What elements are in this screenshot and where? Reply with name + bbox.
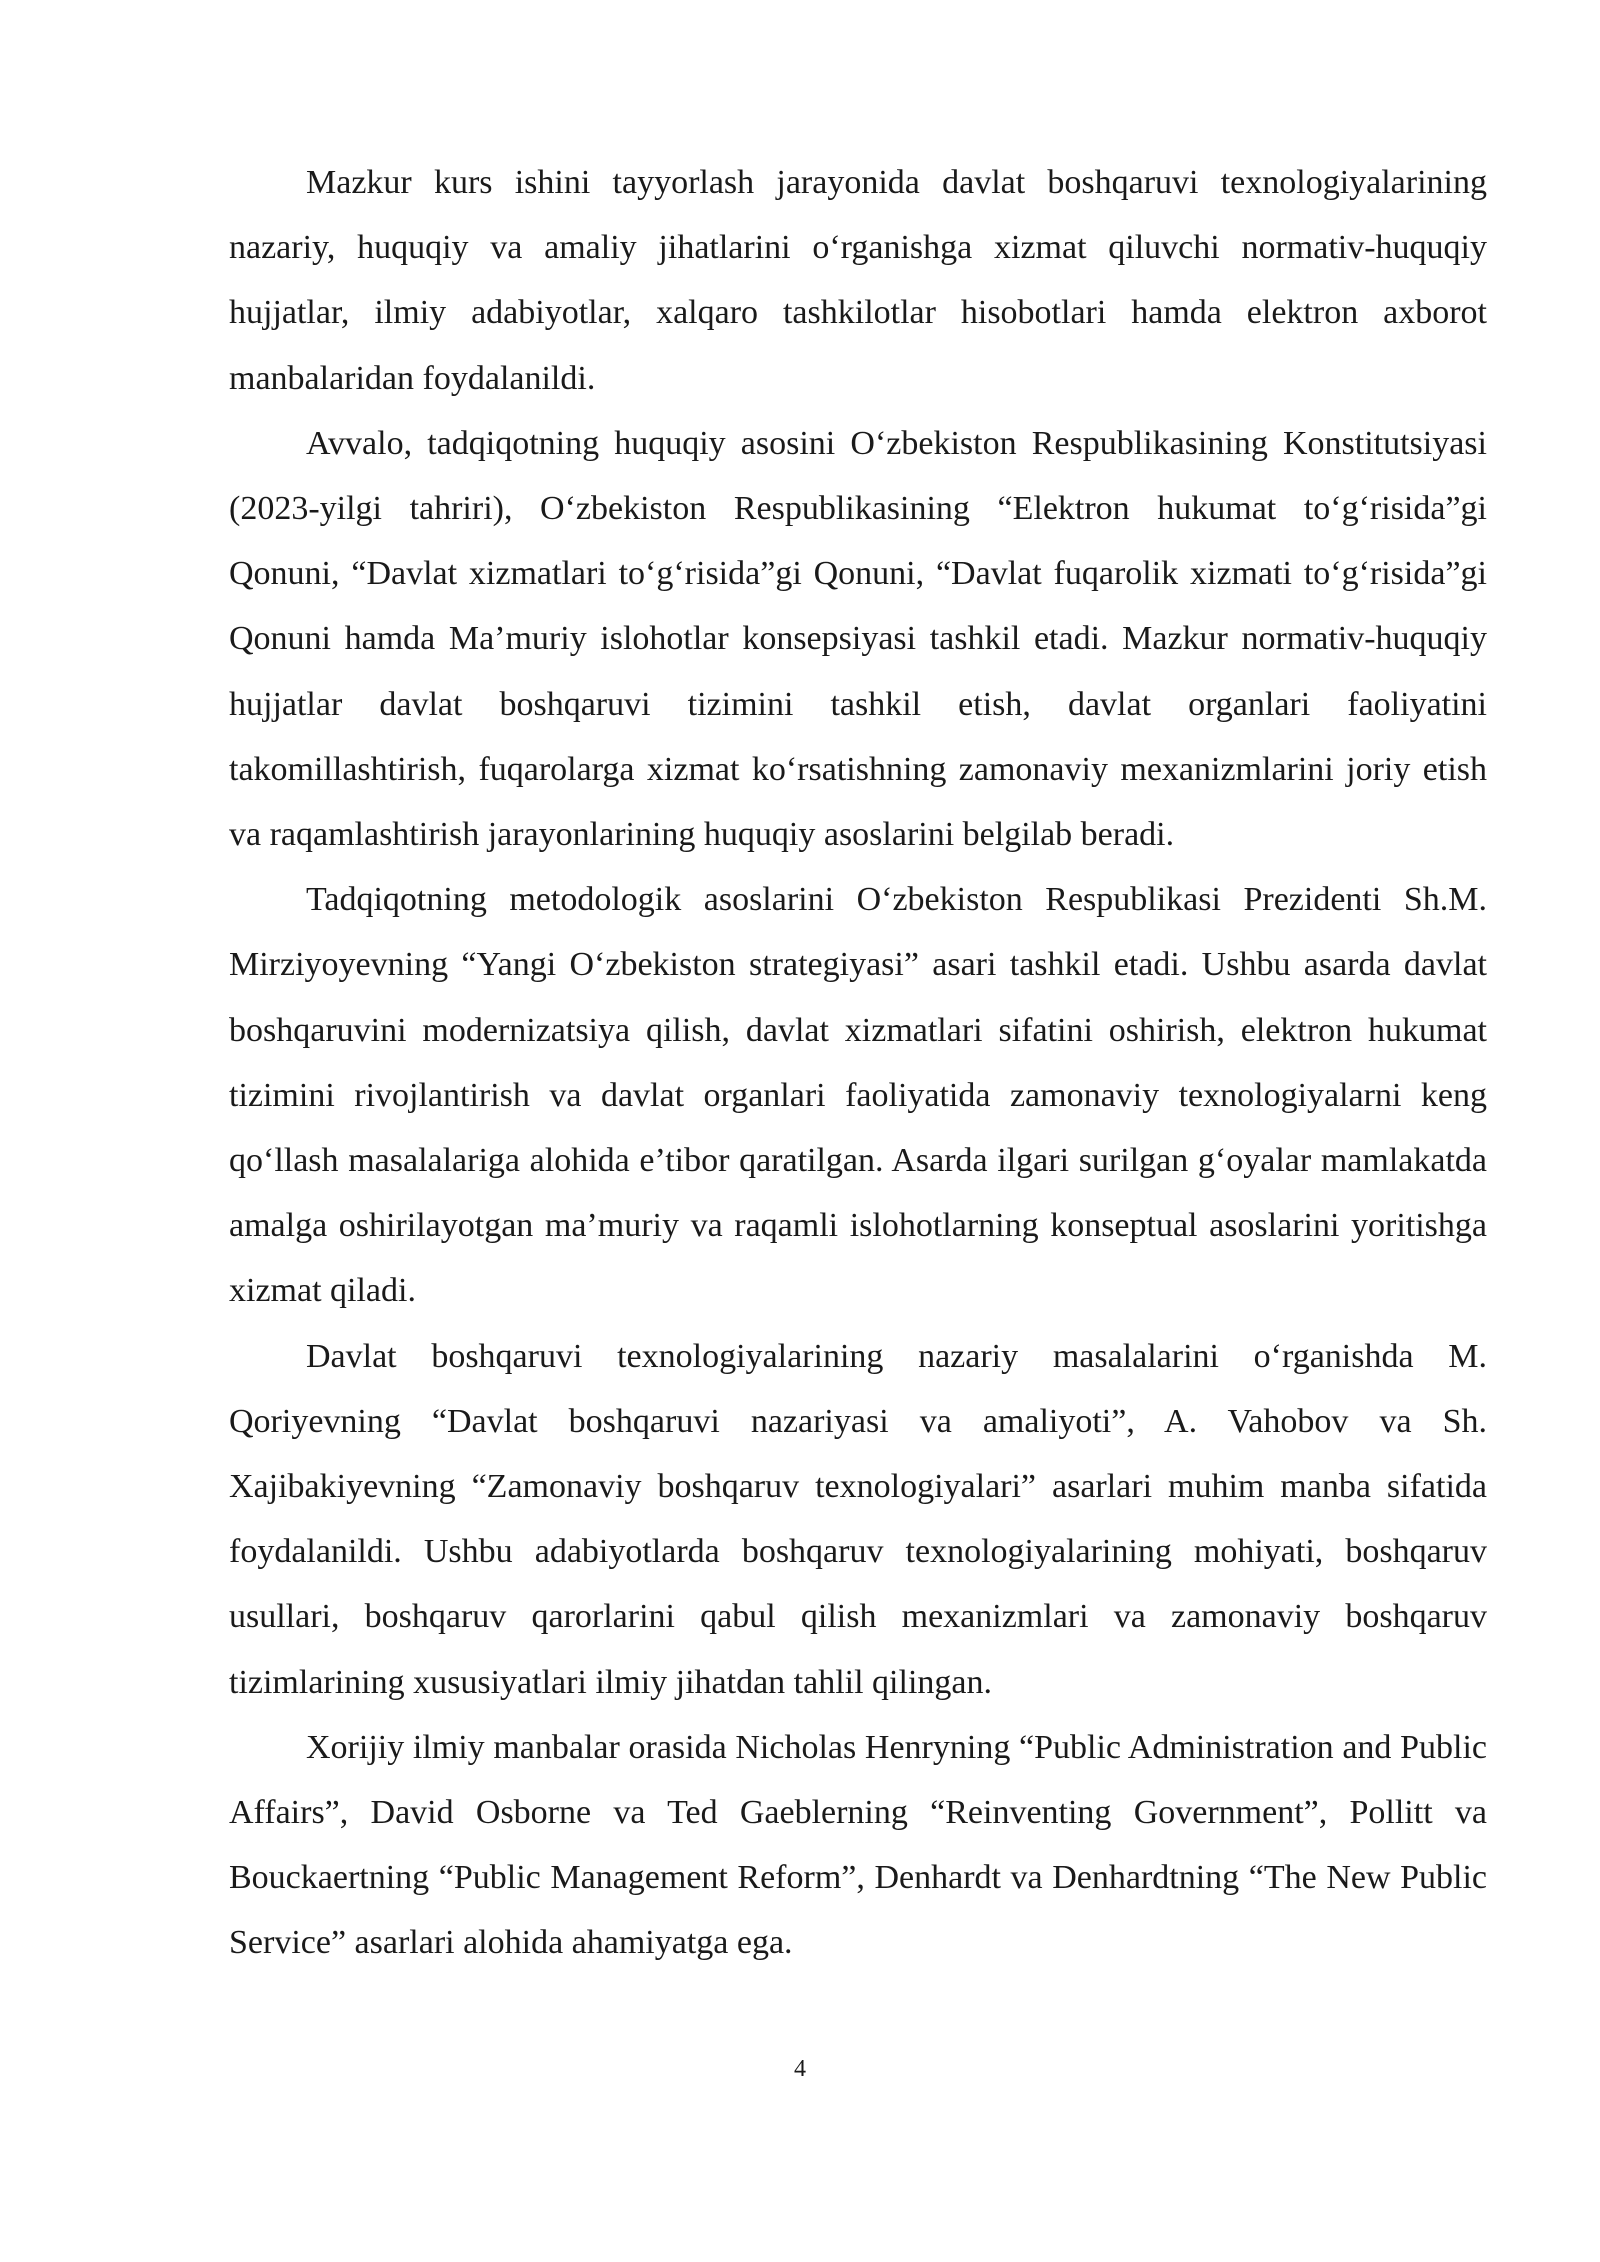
paragraph-legal-basis: Avvalo, tadqiqotning huquqiy asosini O‘zbekiston Respublikasining Konstitutsiyasi (2023-yilgi tahriri), O‘zbekiston Respublikasining “Elektron hukumat to‘g‘risida”gi Qonuni, “Davlat xizmatlari to‘g‘risida”gi Qonuni, “Davlat fuqarolik xizmati to‘g‘risida”gi Qonuni hamda Ma’muriy islohotlar konsepsiyasi tashkil etadi. Mazkur normativ-huquqiy hujjatlar davlat boshqaruvi tizimini tashkil etish, davlat organlari faoliyatini takomillashtirish, fuqarolarga xizmat ko‘rsatishning zamonaviy mexanizmlarini joriy etish va raqamlashtirish jarayonlarining huquqiy asoslarini belgilab beradi.: [229, 424, 1487, 854]
paragraph-methodological-basis: Tadqiqotning metodologik asoslarini O‘zbekiston Respublikasi Prezidenti Sh.M. Mirziyoyevning “Yangi O‘zbekiston strategiyasi” asari tashkil etadi. Ushbu asarda davlat boshqaruvini modernizatsiya qilish, davlat xizmatlari sifatini oshirish, elektron hukumat tizimini rivojlantirish va davlat organlari faoliyatida zamonaviy texnologiyalarni keng qo‘llash masalalariga alohida e’tibor qaratilgan. Asarda ilgari surilgan g‘oyalar mamlakatda amalga oshirilayotgan ma’muriy va raqamli islohotlarning konseptual asoslarini yoritishga xizmat qiladi.: [229, 881, 1487, 1310]
page-number: 4: [794, 2056, 806, 2082]
paragraph-foreign-sources: Xorijiy ilmiy manbalar orasida Nicholas Henryning “Public Administration and Public Affairs”, David Osborne va Ted Gaeblerning “Reinventing Government”, Pollitt va Bouckaertning “Public Management Reform”, Denhardt va Denhardtning “The New Public Service” asarlari alohida ahamiyatga ega.: [229, 1728, 1487, 1962]
paragraph-sources-intro: Mazkur kurs ishini tayyorlash jarayonida davlat boshqaruvi texnologiyalarining nazariy, huquqiy va amaliy jihatlarini o‘rganishga xizmat qiluvchi normativ-huquqiy hujjatlar, ilmiy adabiyotlar, xalqaro tashkilotlar hisobotlari hamda elektron axborot manbalaridan foydalanildi.: [229, 164, 1487, 397]
paragraph-theoretical-literature: Davlat boshqaruvi texnologiyalarining nazariy masalalarini o‘rganishda M. Qoriyevning “Davlat boshqaruvi nazariyasi va amaliyoti”, A. Vahobov va Sh. Xajibakiyevning “Zamonaviy boshqaruv texnologiyalari” asarlari muhim manba sifatida foydalanildi. Ushbu adabiyotlarda boshqaruv texnologiyalarining mohiyati, boshqaruv usullari, boshqaruv qarorlarini qabul qilish mexanizmlari va zamonaviy boshqaruv tizimlarining xususiyatlari ilmiy jihatdan tahlil qilingan.: [229, 1337, 1487, 1701]
document-body: [229, 150, 1487, 1976]
